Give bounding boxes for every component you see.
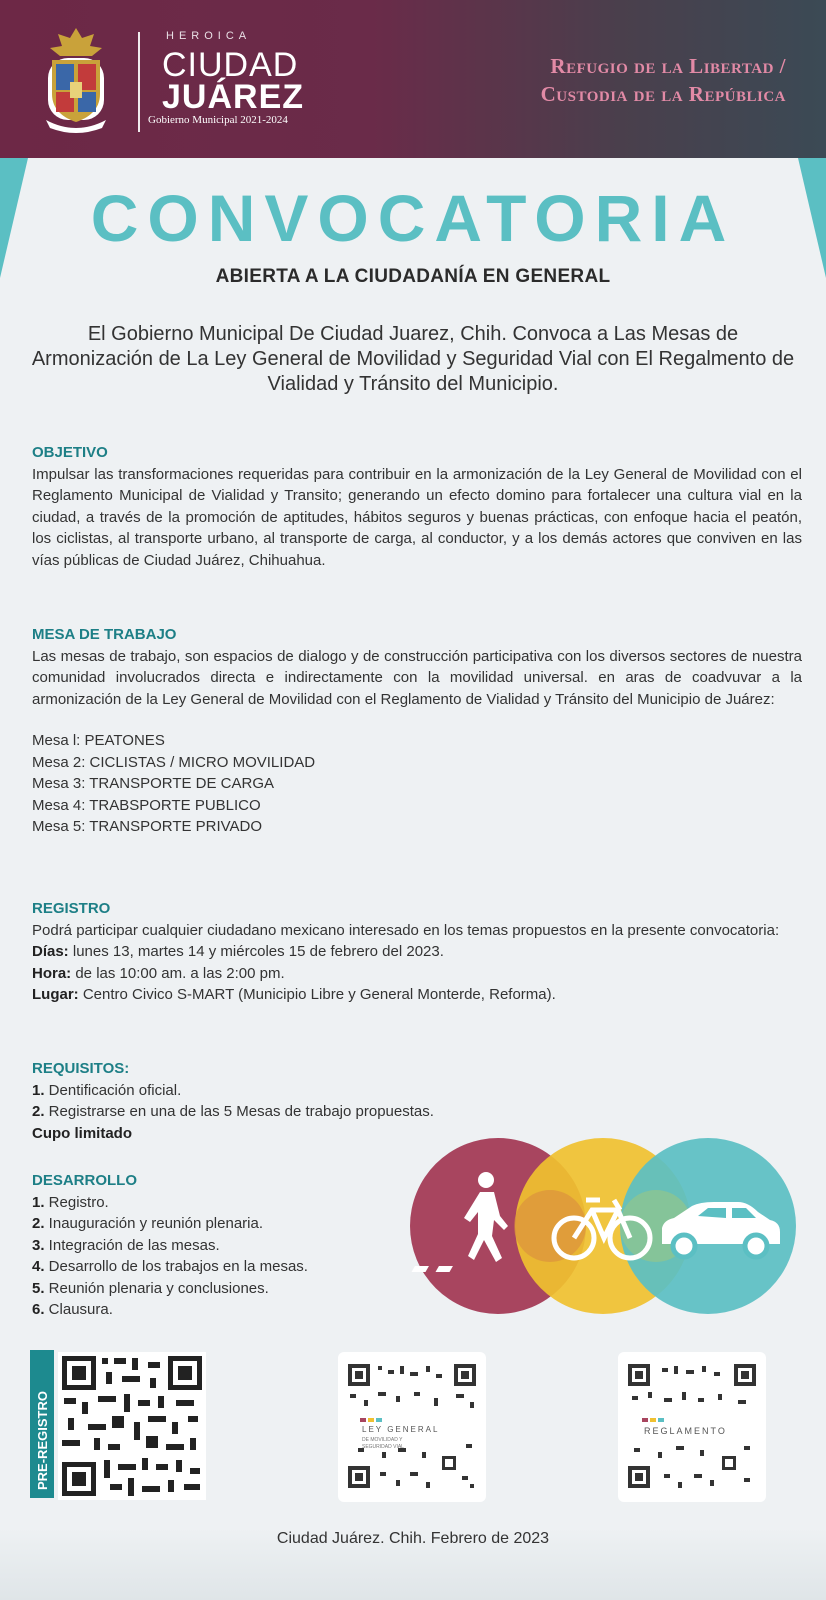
hora-label: Hora: <box>32 964 72 982</box>
header-banner <box>0 0 826 158</box>
registro-dias <box>32 941 802 963</box>
registro-heading: REGISTRO <box>32 900 111 917</box>
dias-label: Días: <box>32 943 69 960</box>
coat-of-arms-logo <box>36 24 116 136</box>
desarrollo-num: 5. <box>32 1279 45 1297</box>
ley-general-label-3: SEGURIDAD VIAL <box>362 1444 404 1450</box>
mesa-item: Mesa 5: TRANSPORTE PRIVADO <box>32 818 263 835</box>
ley-general-label-1: LEY GENERAL <box>362 1425 440 1434</box>
desarrollo-item <box>32 1192 412 1214</box>
reglamento-qr-code[interactable] <box>618 1352 766 1502</box>
preregistro-qr-code[interactable] <box>58 1352 206 1500</box>
desarrollo-text: Desarrollo de los trabajos en la mesas. <box>44 1258 308 1275</box>
mesa-section <box>32 624 802 838</box>
intro-text: El Gobierno Municipal De Ciudad Juarez, Chih. Convoca a Las Mesas de Armonización de La Ley General de Movilidad y Seguridad Vial con El Regalmento de Vialidad y Tránsito del Municipio. <box>31 323 795 395</box>
mesa-heading: MESA DE TRABAJO <box>32 626 177 643</box>
desarrollo-text: Registro. <box>44 1193 109 1211</box>
hora-value: de las 10:00 am. a las 2:00 pm. <box>71 964 285 982</box>
lugar-label: Lugar: <box>32 986 79 1003</box>
page-subtitle: ABIERTA A LA CIUDADANÍA EN GENERAL <box>215 266 611 287</box>
ley-general-qr-code[interactable] <box>338 1352 486 1502</box>
objetivo-text: Impulsar las transformaciones requeridas para contribuir en la armonización de la Ley General de Movilidad con el Reglamento Municipal de Vialidad y Transito; generando un efecto domino para fortalecer una cultura vial en la ciudad, a través de la promoción de aptitudes, hábitos seguros y buenas prácticas, con enfoque hacia el peatón, los ciclistas, al transporte urbano, al transporte de carga, al conductor, y a los demás actores que conviven en las vías públicas de Ciudad Juárez, Chihuahua. <box>32 465 802 569</box>
desarrollo-num: 1. <box>32 1193 45 1211</box>
requisitos-section <box>32 1058 802 1144</box>
preregistro-text: PRE-REGISTRO <box>35 1391 50 1490</box>
footer-text: Ciudad Juárez. Chih. Febrero de 2023 <box>276 1530 550 1547</box>
desarrollo-text: Reunión plenaria y conclusiones. <box>44 1279 269 1297</box>
desarrollo-item <box>32 1213 412 1235</box>
desarrollo-num: 2. <box>32 1215 45 1232</box>
desarrollo-heading: DESARROLLO <box>32 1172 137 1189</box>
desarrollo-text: Integración de las mesas. <box>44 1236 220 1254</box>
mesa-text: Las mesas de trabajo, son espacios de dialogo y de construcción participativa con los diversos sectores de nuestra comunidad involucrados directa e indirectamente con la movilidad universal. en aras de coadvuvar a la armonización de la Ley General de Movilidad con el Reglamento de Vialidad y Tránsito del Municipio de Juárez: <box>32 647 802 708</box>
requisito-text: Dentificación oficial. <box>44 1081 182 1099</box>
desarrollo-text: Clausura. <box>44 1301 113 1318</box>
slogan-line-2: Custodia de la República <box>540 82 786 106</box>
mesa-item: Mesa 2: CICLISTAS / MICRO MOVILIDAD <box>32 753 316 771</box>
desarrollo-item <box>32 1235 412 1257</box>
desarrollo-text: Inauguración y reunión plenaria. <box>44 1215 263 1232</box>
ley-general-qr-card[interactable] <box>338 1352 486 1502</box>
mesa-item: Mesa l: PEATONES <box>32 732 165 749</box>
requisito-num: 2. <box>32 1103 45 1120</box>
desarrollo-num: 3. <box>32 1236 45 1254</box>
cupo-limitado: Cupo limitado <box>32 1124 132 1142</box>
registro-lugar <box>32 984 802 1006</box>
desarrollo-num: 4. <box>32 1258 45 1275</box>
gobierno-text: Gobierno Municipal 2021-2024 <box>148 114 288 126</box>
requisitos-heading: REQUISITOS: <box>32 1060 130 1077</box>
preregistro-label <box>30 1350 54 1498</box>
reglamento-qr-card[interactable] <box>618 1352 766 1502</box>
slogan-line-1: Refugio de la Libertad / <box>550 54 786 78</box>
registro-hora <box>32 963 802 985</box>
requisito-item <box>32 1101 802 1123</box>
desarrollo-item <box>32 1256 412 1278</box>
page-title: CONVOCATORIA <box>90 181 736 255</box>
requisito-item <box>32 1080 802 1102</box>
mobility-circles-graphic <box>408 1136 798 1316</box>
requisito-num: 1. <box>32 1081 45 1099</box>
objetivo-heading: OBJETIVO <box>32 444 108 461</box>
ciudad-text: CIUDAD <box>162 46 299 84</box>
desarrollo-item <box>32 1278 412 1300</box>
objetivo-section <box>32 442 802 571</box>
desarrollo-item <box>32 1299 412 1321</box>
requisito-text: Registrarse en una de las 5 Mesas de trabajo propuestas. <box>44 1103 434 1120</box>
heroica-text: HEROICA <box>166 30 252 42</box>
desarrollo-section <box>32 1170 412 1321</box>
registro-text: Podrá participar cualquier ciudadano mexicano interesado en los temas propuestos en la presente convocatoria: <box>32 921 780 939</box>
lugar-value: Centro Civico S-MART (Municipio Libre y General Monterde, Reforma). <box>78 986 556 1003</box>
juarez-text: JUÁREZ <box>162 78 305 116</box>
dias-value: lunes 13, martes 14 y miércoles 15 de febrero del 2023. <box>68 943 444 960</box>
reglamento-label: REGLAMENTO <box>644 1426 727 1436</box>
slogan <box>541 52 786 108</box>
ley-general-label-2: DE MOVILIDAD Y <box>362 1437 403 1443</box>
desarrollo-num: 6. <box>32 1301 45 1318</box>
mesa-item: Mesa 4: TRABSPORTE PUBLICO <box>32 796 261 814</box>
mesa-item: Mesa 3: TRANSPORTE DE CARGA <box>32 775 275 792</box>
header-divider <box>138 32 140 132</box>
registro-section <box>32 898 802 1006</box>
